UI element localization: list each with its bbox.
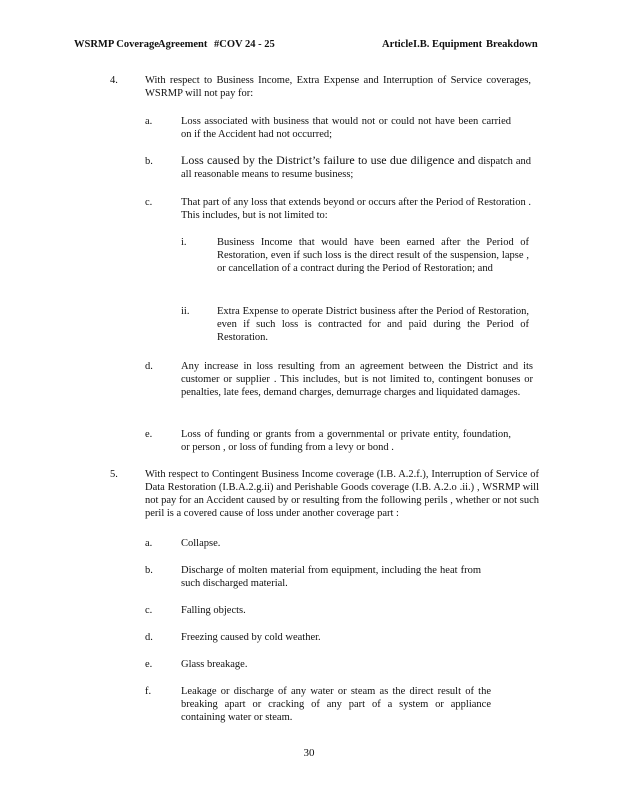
item-roman: ii. <box>181 306 190 317</box>
item-letter: f. <box>145 686 152 697</box>
paragraph: With respect to Contingent Business Income coverage (I.B. A.2.f.), Interruption of Service of Data Restoration (I.B.A.2.g.ii) and Perishable Goods coverage (I.B. A.2.o .ii.) , WSRMP will not pay for an Accident caused by or resulting from the following perils , whether or not such peril is a covered cause of loss under another coverage part : <box>145 469 539 519</box>
item-letter: a. <box>145 538 153 549</box>
paragraph: Business Income that would have been earned after the Period of Restoration, even if such loss is the direct result of the suspension, lapse , or cancellation of a contract during the Period of Restoration; and <box>217 237 529 274</box>
item-letter: c. <box>145 605 153 616</box>
item-letter: e. <box>145 429 153 440</box>
paragraph: Collapse. <box>181 538 221 549</box>
paragraph: Leakage or discharge of any water or steam as the direct result of the breaking apart or cracking of any part of a system or appliance containing water or steam. <box>181 686 491 723</box>
paragraph: With respect to Business Income, Extra Expense and Interruption of Service coverages, WSRMP will not pay for: <box>145 75 531 99</box>
item-letter: c. <box>145 197 153 208</box>
paragraph: Glass breakage. <box>181 659 248 670</box>
item-letter: e. <box>145 659 153 670</box>
item-letter: b. <box>145 565 153 576</box>
item-roman: i. <box>181 237 187 248</box>
header-breakdown: Breakdown <box>486 39 538 50</box>
emphasis-text: Loss caused by the District’s failure to use due diligence and <box>181 153 476 167</box>
paragraph: That part of any loss that extends beyond or occurs after the Period of Restoration . This includes, but is not limited to: <box>181 197 531 221</box>
item-letter: a. <box>145 116 153 127</box>
header-agreement: Agreement <box>158 39 208 50</box>
item-letter: d. <box>145 361 153 372</box>
header-title: WSRMP Coverage <box>74 39 159 50</box>
header-article: Article <box>382 39 413 50</box>
item-letter: d. <box>145 632 153 643</box>
header-section: I.B. Equipment <box>413 39 483 50</box>
paragraph: Falling objects. <box>181 605 246 616</box>
item-letter: b. <box>145 156 153 167</box>
page-number: 30 <box>303 747 315 759</box>
item-number: 4. <box>110 75 118 86</box>
paragraph: Discharge of molten material from equipment, including the heat from such discharged material. <box>181 565 481 589</box>
paragraph: Loss of funding or grants from a governmental or private entity, foundation, or person , or loss of funding from a levy or bond . <box>181 429 511 453</box>
header-number: #COV 24 - 25 <box>214 39 275 50</box>
paragraph: Any increase in loss resulting from an agreement between the District and its customer or supplier . This includes, but is not limited to, contingent bonuses or penalties, late fees, demand charges, demurrage charges and liquidated damages. <box>181 361 533 398</box>
paragraph-text: dispatch and all reasonable means to resume business; <box>181 156 531 180</box>
paragraph: Freezing caused by cold weather. <box>181 632 321 643</box>
paragraph: Loss associated with business that would not or could not have been carried on if the Accident had not occurred; <box>181 116 511 140</box>
item-number: 5. <box>110 469 118 480</box>
paragraph: Extra Expense to operate District business after the Period of Restoration, even if such loss is contracted for and paid during the Period of Restoration. <box>217 306 529 343</box>
paragraph-b <box>181 153 531 181</box>
